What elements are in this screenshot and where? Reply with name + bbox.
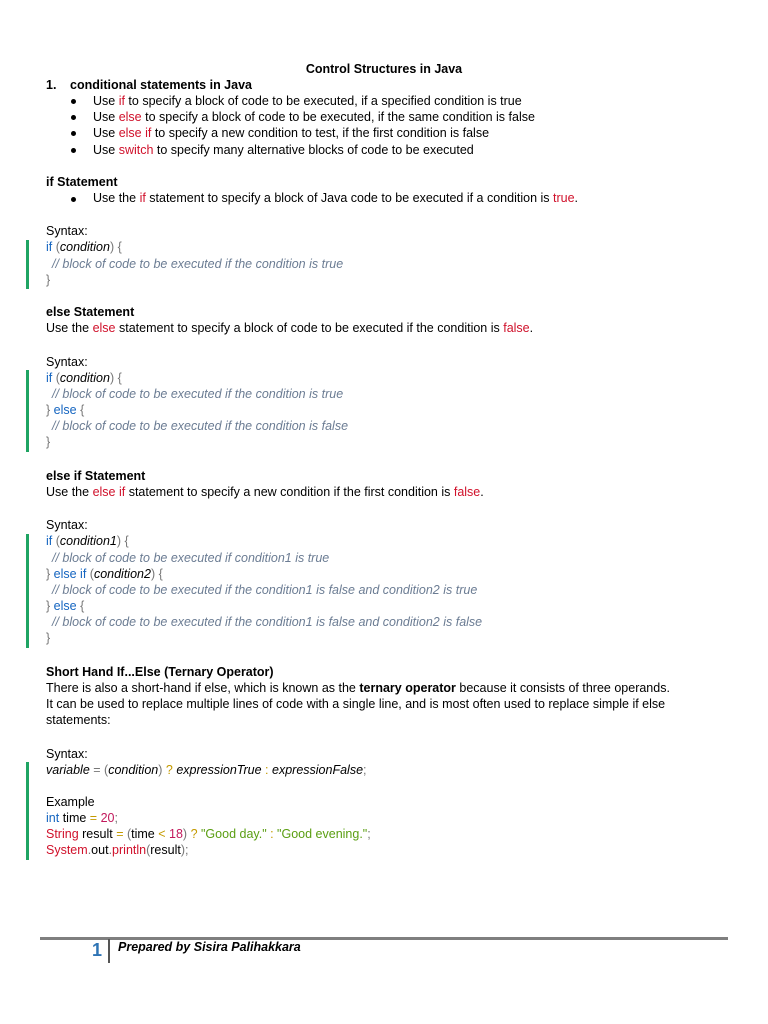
code-line: } xyxy=(46,273,51,287)
code-line: if (condition) { xyxy=(46,240,122,254)
section-heading: conditional statements in Java xyxy=(70,78,252,92)
ternary-text: It can be used to replace multiple lines of code with a single line, and is most often used to replace simple if else xyxy=(46,697,666,711)
elseif-description: Use the else if statement to specify a new condition if the first condition is false. xyxy=(46,485,484,499)
ternary-text: There is also a short-hand if else, which is known as the ternary operator because it consists of three operands. xyxy=(46,681,670,695)
footer-separator xyxy=(108,939,110,963)
code-comment: // block of code to be executed if the condition is true xyxy=(52,257,344,271)
syntax-label: Syntax: xyxy=(46,355,88,369)
code-line: } xyxy=(46,631,51,645)
list-item: Use else if to specify a new condition to test, if the first condition is false xyxy=(93,126,490,140)
code-line: System.out.println(result); xyxy=(46,843,189,857)
footer-author: Prepared by Sisira Palihakkara xyxy=(118,940,301,954)
list-item: Use else to specify a block of code to be executed, if the same condition is false xyxy=(93,110,535,124)
list-item: Use if to specify a block of code to be executed, if a specified condition is true xyxy=(93,94,522,108)
code-line: int time = 20; xyxy=(46,811,118,825)
code-line: } else { xyxy=(46,599,85,613)
code-block-bar xyxy=(26,370,29,452)
code-line: } else if (condition2) { xyxy=(46,567,163,581)
section-number: 1. xyxy=(46,78,57,92)
if-heading: if Statement xyxy=(46,175,118,189)
code-comment: // block of code to be executed if the condition is true xyxy=(52,387,344,401)
code-line: } xyxy=(46,435,51,449)
ternary-heading: Short Hand If...Else (Ternary Operator) xyxy=(46,665,274,679)
code-block-bar xyxy=(26,534,29,648)
code-line: if (condition1) { xyxy=(46,534,129,548)
code-comment: // block of code to be executed if the condition is false xyxy=(52,419,349,433)
code-comment: // block of code to be executed if the condition1 is false and condition2 is true xyxy=(52,583,478,597)
code-line: } else { xyxy=(46,403,85,417)
syntax-label: Syntax: xyxy=(46,224,88,238)
example-label: Example xyxy=(46,795,95,809)
if-description: Use the if statement to specify a block of Java code to be executed if a condition is true. xyxy=(93,191,579,205)
ternary-text: statements: xyxy=(46,713,111,727)
syntax-label: Syntax: xyxy=(46,518,88,532)
bullet-icon xyxy=(71,197,76,202)
bullet-icon xyxy=(71,131,76,136)
else-heading: else Statement xyxy=(46,305,135,319)
else-description: Use the else statement to specify a block of code to be executed if the condition is false. xyxy=(46,321,534,335)
code-line: variable = (condition) ? expressionTrue : expressionFalse; xyxy=(46,763,367,777)
code-block-bar xyxy=(26,762,29,860)
code-line: String result = (time < 18) ? "Good day." : "Good evening."; xyxy=(46,827,371,841)
syntax-label: Syntax: xyxy=(46,747,88,761)
code-comment: // block of code to be executed if the condition1 is false and condition2 is false xyxy=(52,615,483,629)
page-number: 1 xyxy=(92,940,103,960)
elseif-heading: else if Statement xyxy=(46,469,146,483)
bullet-icon xyxy=(71,148,76,153)
code-line: if (condition) { xyxy=(46,371,122,385)
code-comment: // block of code to be executed if condition1 is true xyxy=(52,551,330,565)
code-block-bar xyxy=(26,240,29,289)
bullet-icon xyxy=(71,115,76,120)
list-item: Use switch to specify many alternative blocks of code to be executed xyxy=(93,143,474,157)
page-title: Control Structures in Java xyxy=(305,62,463,76)
bullet-icon xyxy=(71,99,76,104)
